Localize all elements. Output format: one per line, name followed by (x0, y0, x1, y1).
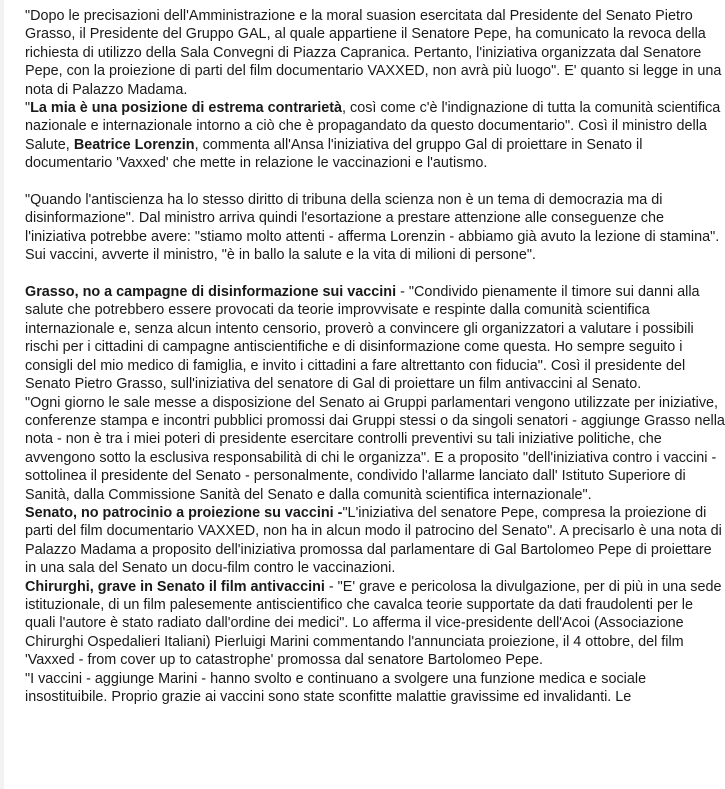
paragraph-spacer (25, 265, 725, 283)
bold-quote: La mia è una posizione di estrema contrarietà (30, 100, 343, 117)
paragraph-text: - "E' grave e pericolosa la divulgazione, per di più in una sede istituzionale, di un film palesemente antiscientifico che cavalca teorie supportate da dati fraudolenti per le quali l'autore è stato radiato dall'ordine dei medici". Lo afferma il vice-presidente dell'Acoi (Associazione Chirurghi Ospedalieri Italiani) Pierluigi Marini commentando l'annunciata proiezione, il 4 ottobre, del film 'Vaxxed - from cover up to catastrophe' promossa dal senatore Bartolomeo Pepe. (25, 578, 722, 669)
paragraph-lorenzin-statement (25, 99, 725, 173)
paragraph-grasso-disinformation (25, 283, 725, 393)
paragraph-marini-vaccines (25, 670, 725, 707)
paragraph-text: , così come c'è l'indignazione di tutta la comunità scientifica nazionale e internazionale intorno a ciò che è propagandato da questo documentario". Così il ministro della Salute, (25, 100, 721, 153)
paragraph-no-patronage (25, 504, 725, 578)
paragraph-surgeons (25, 578, 725, 670)
minister-name: Beatrice Lorenzin (73, 136, 195, 153)
paragraph-grasso-rooms (25, 394, 725, 504)
paragraph-text: "Dopo le precisazioni dell'Amministrazione e la moral suasion esercitata dal Presidente del Senato Pietro Grasso, il Presidente del Gruppo GAL, al quale appartiene il Senatore Pepe, ha comunicato la revoca della richiesta di utilizzo della Sala Convegni di Piazza Capranica. Pertanto, l'iniziativa organizzata dal Senatore Pepe, con la proiezione di parti del film documentario VAXXED, non avrà più luogo". E' quanto si legge in una nota di Palazzo Madama. (25, 8, 722, 98)
article-body (25, 7, 725, 706)
paragraph-text: - "Condivido pienamente il timore sui danni alla salute che potrebbero essere provocati da teorie improvvisate e respinte dalla comunità scientifica internazionale e, senza alcun intento censorio, proverò a convincere gli organizzatori a valutare i possibili rischi per i cittadini di campagne antiscientifiche e di disinformazione come questa. Ho sempre seguito i consigli del mio medico di famiglia, e invito i cittadini a fare altrettanto con fiducia". Così il presidente del Senato Pietro Grasso, sull'iniziativa del senatore di Gal di proiettare un film antivaccini al Senato. (25, 284, 700, 393)
open-quote: " (25, 100, 31, 117)
paragraph-text: , commenta all'Ansa l'iniziativa del gruppo Gal di proiettare in Senato il documentario 'Vaxxed' che mette in relazione le vaccinazioni e l'autismo. (25, 136, 643, 172)
section-heading: Senato, no patrocinio a proiezione su vaccini - (25, 504, 343, 521)
paragraph-text: "I vaccini - aggiunge Marini - hanno svolto e continuano a svolgere una funzione medica e sociale insostituibile. Proprio grazie ai vaccini sono state sconfitte malattie gravissime ed invalidanti. Le (25, 670, 647, 705)
section-heading: Chirurghi, grave in Senato il film antivaccini (25, 578, 325, 595)
paragraph-text: "Ogni giorno le sale messe a disposizione del Senato ai Gruppi parlamentari vengono utilizzate per iniziative, conferenze stampa e incontri pubblici promossi dai Gruppi stessi o da singoli senatori - aggiunge Grasso nella nota - non è tra i miei poteri di presidente esercitare controlli preventivi su tali iniziative politiche, che avvengono sotto la esclusiva responsabilità di chi le organizza". E a proposito "dell'iniziativa contro i vaccini - sottolinea il presidente del Senato - personalmente, condivido l'allarme lanciato dall' Istituto Superiore di Sanità, dalla Commissione Sanità del Senato e dalla comunità scientifica internazionale". (25, 394, 725, 503)
paragraph-senate-note (25, 7, 725, 99)
paragraph-text: "L'iniziativa del senatore Pepe, compresa la proiezione di parti del film documentario VAXXED, non ha in alcun modo il patrocino del Senato". A precisarlo è una nota di Palazzo Madama a proposito dell'iniziativa promossa dal parlamentare di Gal Bartolomeo Pepe di proiettare in una sala del Senato un docu-film contro le vaccinazioni. (25, 504, 722, 577)
left-margin-rule (0, 0, 4, 789)
paragraph-text: "Quando l'antiscienza ha lo stesso diritto di tribuna della scienza non è un tema di democrazia ma di disinformazione". Dal ministro arriva quindi l'esortazione a prestare attenzione alle conseguenze che l'iniziativa potrebbe avere: "stiamo molto attenti - afferma Lorenzin - abbiamo già avuto la lezione di stamina". Sui vaccini, avverte il ministro, "è in ballo la salute e la vita di milioni di persone". (25, 192, 720, 264)
paragraph-spacer (25, 173, 725, 191)
section-heading: Grasso, no a campagne di disinformazione sui vaccini (25, 284, 397, 301)
paragraph-antiscience-quote (25, 191, 725, 265)
